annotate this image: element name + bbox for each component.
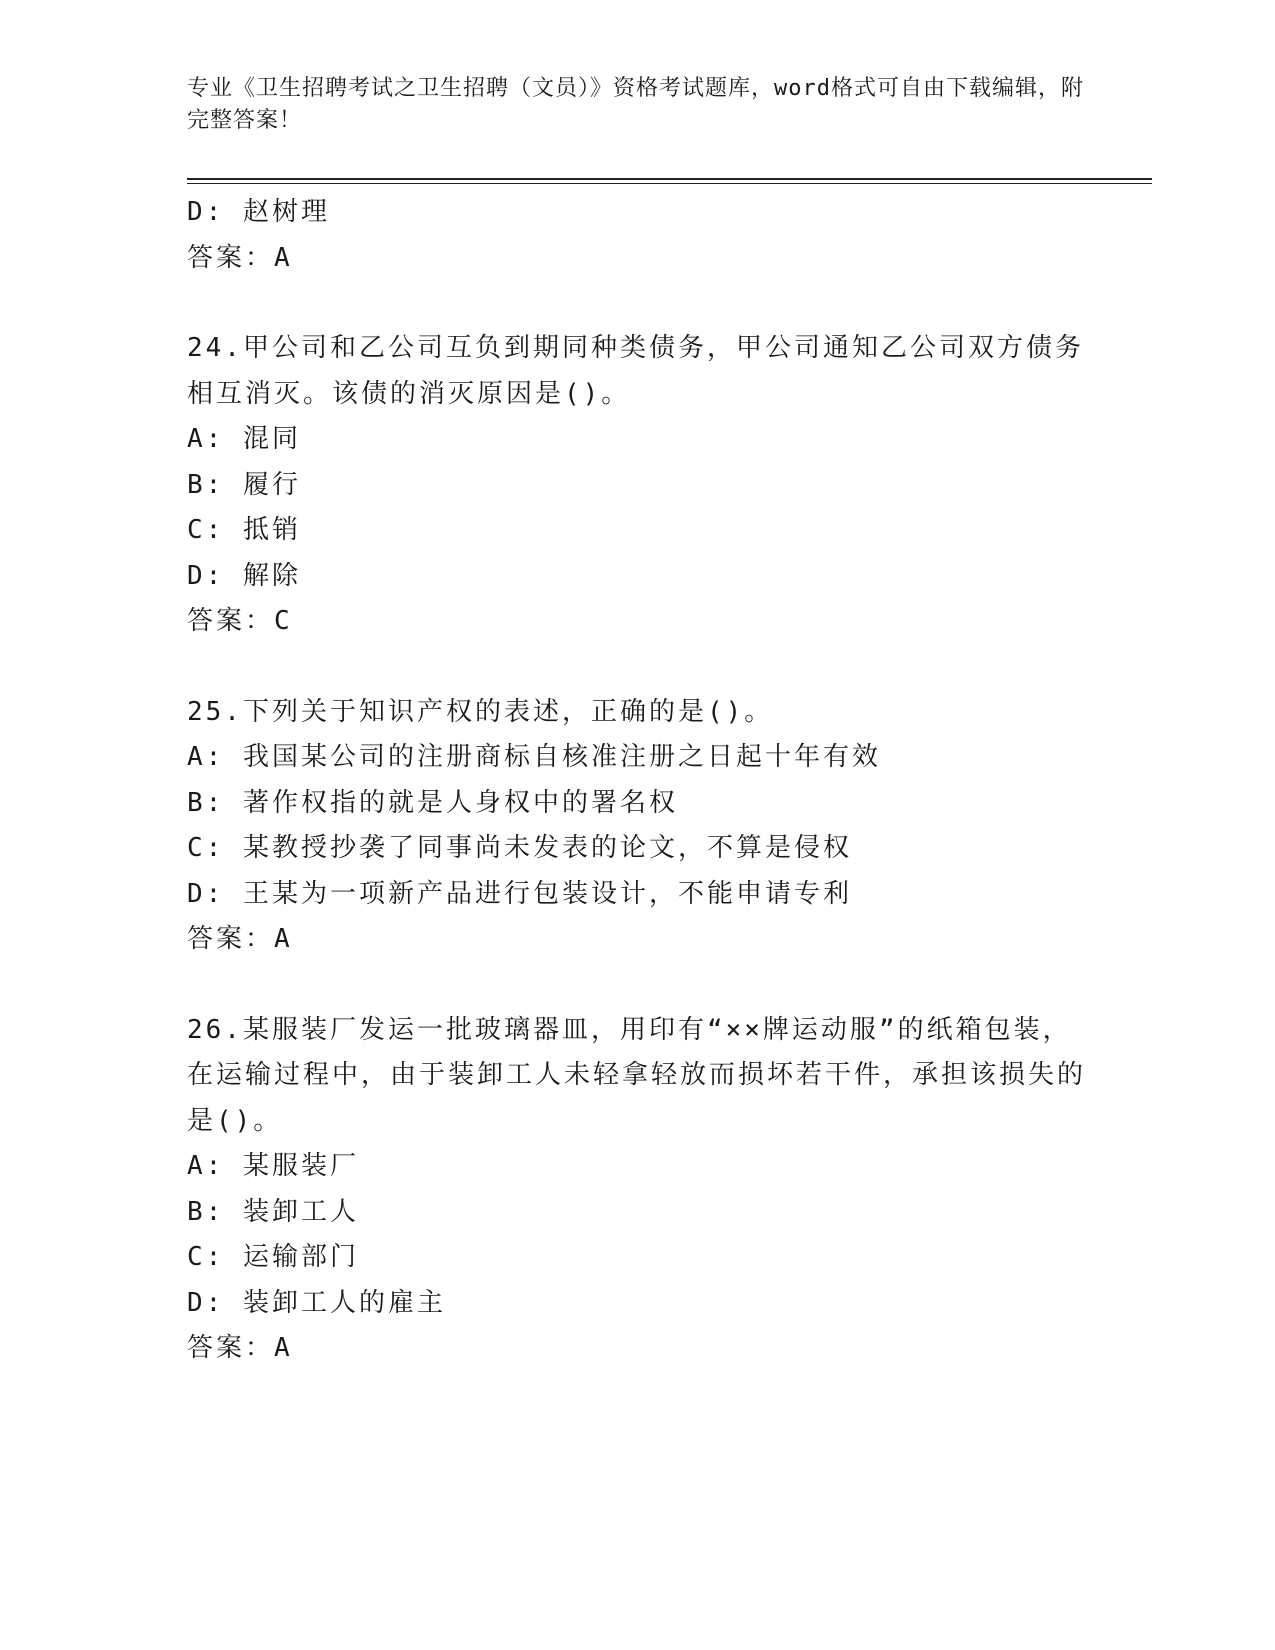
option-d: D: 解除 [187, 560, 301, 591]
header-divider-thick [187, 178, 1152, 180]
question-text: 24.甲公司和乙公司互负到期同种类债务，甲公司通知乙公司双方债务相互消灭。该债的消灭原因是()。 [187, 333, 1084, 409]
answer-line: 答案：A [187, 924, 293, 954]
option-d: D: 装卸工人的雇主 [187, 1287, 446, 1318]
answer-line: 答案：A [187, 1333, 293, 1363]
header-divider-thin [187, 183, 1152, 184]
question-25 [187, 690, 1087, 963]
option-d: D: 赵树理 [187, 197, 330, 227]
option-b: B: 装卸工人 [187, 1196, 359, 1227]
option-a: A: 某服装厂 [187, 1151, 359, 1181]
option-c: C: 抵销 [187, 515, 301, 545]
option-a: A: 混同 [187, 424, 301, 454]
previous-question-tail [187, 190, 1087, 281]
answer-line: 答案：C [187, 606, 293, 636]
answer-line: 答案：A [187, 242, 293, 273]
option-c: C: 某教授抄袭了同事尚未发表的论文，不算是侵权 [187, 833, 852, 863]
option-a: A: 我国某公司的注册商标自核准注册之日起十年有效 [187, 742, 881, 772]
question-26 [187, 1008, 1087, 1372]
question-24 [187, 326, 1087, 645]
question-text: 25.下列关于知识产权的表述，正确的是()。 [187, 696, 774, 727]
option-d: D: 王某为一项新产品进行包装设计，不能申请专利 [187, 878, 852, 909]
document-body [187, 190, 1087, 1372]
question-text: 26.某服装厂发运一批玻璃器皿，用印有“××牌运动服”的纸箱包装，在运输过程中，由于装卸工人未轻拿轻放而损坏若干件，承担该损失的是()。 [187, 1014, 1087, 1136]
option-b: B: 著作权指的就是人身权中的署名权 [187, 787, 678, 818]
option-c: C: 运输部门 [187, 1242, 359, 1272]
document-header: 专业《卫生招聘考试之卫生招聘（文员）》资格考试题库，word格式可自由下载编辑，附完整答案！ [187, 76, 1084, 133]
option-b: B: 履行 [187, 469, 301, 500]
